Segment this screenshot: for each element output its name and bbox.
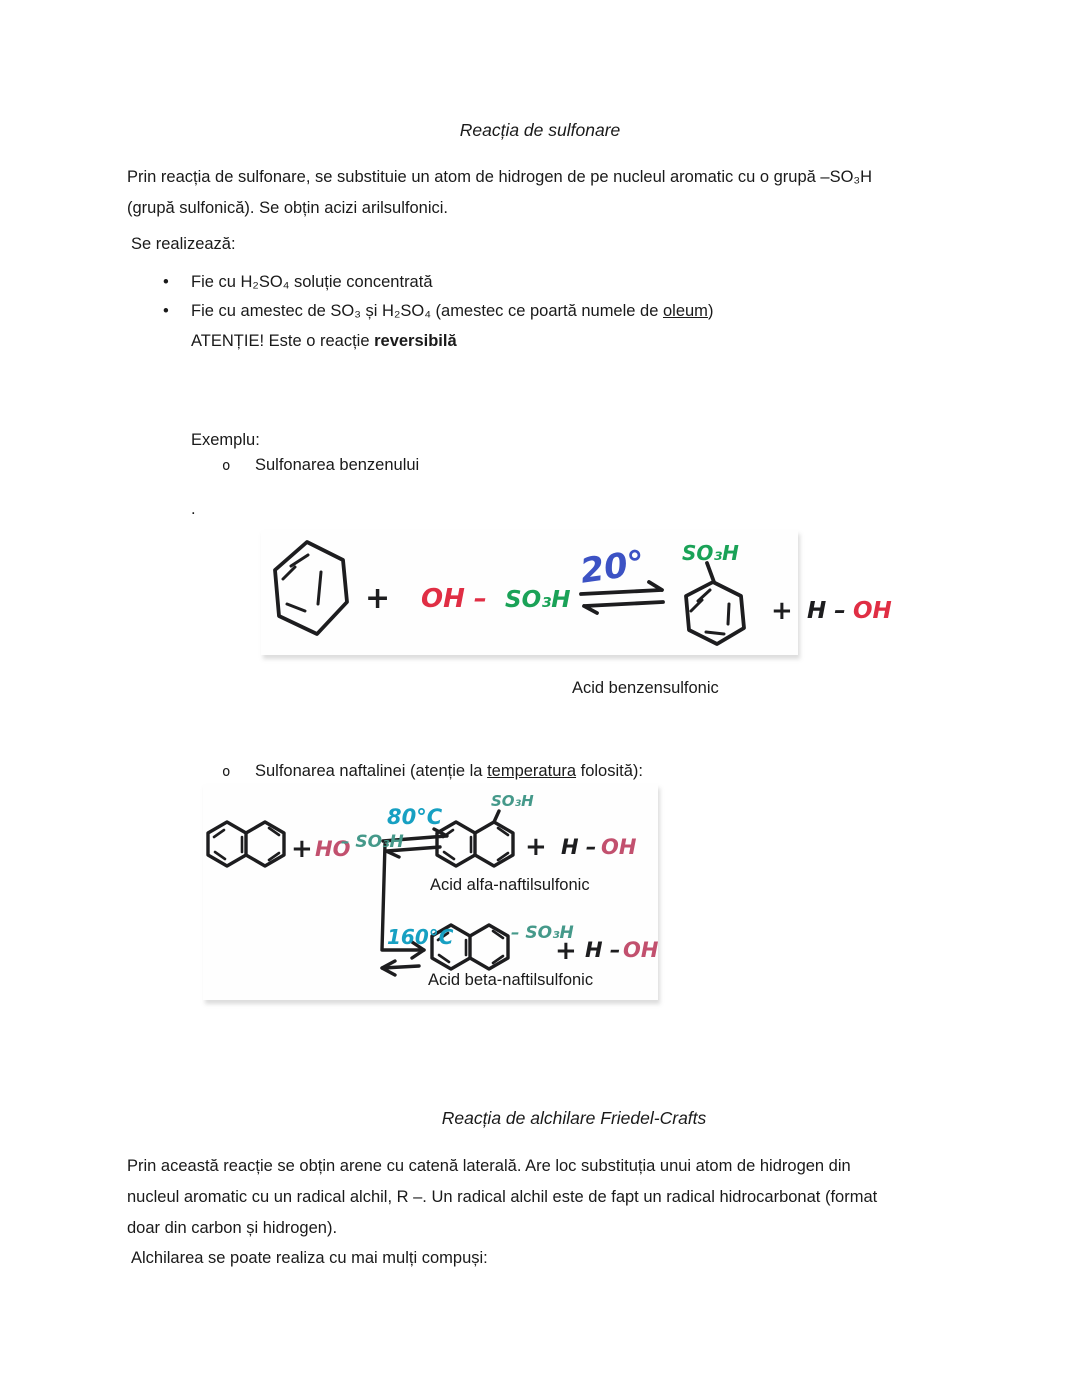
example-item-label: folosită): [576,762,643,780]
plus-sign: + [365,581,391,616]
product-so3h-label: SO₃H [682,541,739,565]
benzene-sulfonation-diagram [261,530,892,655]
intro-line: Prin reacția de sulfonare, se substituie un atom de hidrogen de pe nucleul aromatic cu o grupă –SO₃H [127,168,873,186]
example-heading: Exemplu: [191,431,260,449]
plus-sign: + [771,596,793,626]
benzene-ring [275,542,347,634]
method-heading: Se realizează: [131,235,236,253]
reagent-so3h-label: – SO₃H [341,832,404,852]
bullet-item-label: Fie cu H₂SO₄ soluție concentrată [191,273,433,291]
temperature-label: 20° [577,543,648,592]
closing-line: Alchilarea se poate realiza cu mai mulți compuși: [131,1249,488,1267]
page-title-friedel-crafts: Reacția de alchilare Friedel-Crafts [441,1108,707,1128]
so3h-bond [494,811,499,822]
caption-benzene: Acid benzensulfonic [572,679,719,697]
body-line: Prin această reacție se obțin arene cu catenă laterală. Are loc substituția unui atom de hidrogen din [127,1157,851,1175]
circle-bullet-icon: o [222,458,231,474]
example-item-label: Sulfonarea naftalinei (atenție la [255,762,488,780]
alpha-h-label: H – [561,835,597,859]
body-line: nucleul aromatic cu un radical alchil, R –. Un radical alchil este de fapt un radical hidrocarbonat (format [127,1188,878,1206]
beta-so3h-label: – SO₃H [511,923,574,943]
product-oh-label: OH [853,598,892,624]
page-title-sulfonare: Reacția de sulfonare [459,120,621,140]
reagent-so3h-label: SO₃H [505,587,571,613]
example-item-label: Sulfonarea benzenului [255,456,420,474]
bullet-item [163,267,433,298]
bullet-icon: • [163,302,169,320]
caption-beta: Acid beta-naftilsulfonic [428,971,594,989]
plus-sign: + [525,832,547,862]
example-item-benzene [222,450,419,482]
naphthalene-reagent [208,822,284,866]
beta-h-label: H – [585,938,621,962]
beta-oh-label: OH [623,938,659,962]
underlined-term-oleum: oleum [662,302,708,320]
naphthalene-alpha-product [437,811,513,866]
branch-arrow-beta [382,844,424,975]
body-line: doar din carbon și hidrogen). [127,1219,338,1237]
intro-line: (grupă sulfonică). Se obțin acizi arilsulfonici. [127,199,448,217]
temperature-beta-label: 160°C [387,925,454,949]
plus-sign: + [291,834,313,864]
circle-bullet-icon: o [222,764,231,780]
attention-text: ATENȚIE! Este o reacție [191,332,375,350]
attention-bold-term: reversibilă [374,332,457,350]
plus-sign: + [555,936,577,966]
bullet-item-label: Fie cu amestec de SO₃ și H₂SO₄ (amestec ce poartă numele de [191,302,663,320]
alpha-so3h-label: SO₃H [491,792,534,810]
bullet-item [163,296,713,327]
stray-period: . [191,500,196,518]
underlined-term-temperatura: temperatura [487,762,577,780]
attention-note [191,326,457,357]
product-benzene-ring [686,563,744,644]
so3h-bond [707,563,714,582]
reagent-oh-label: OH – [421,584,487,614]
temperature-alpha-label: 80°C [387,805,443,829]
product-h-label: H – [807,598,846,624]
bullet-item-label: ) [707,302,714,320]
alpha-oh-label: OH [601,835,637,859]
caption-alpha: Acid alfa-naftilsulfonic [430,876,590,894]
bullet-icon: • [163,273,169,291]
reagent-ho-label: HO [315,837,351,861]
